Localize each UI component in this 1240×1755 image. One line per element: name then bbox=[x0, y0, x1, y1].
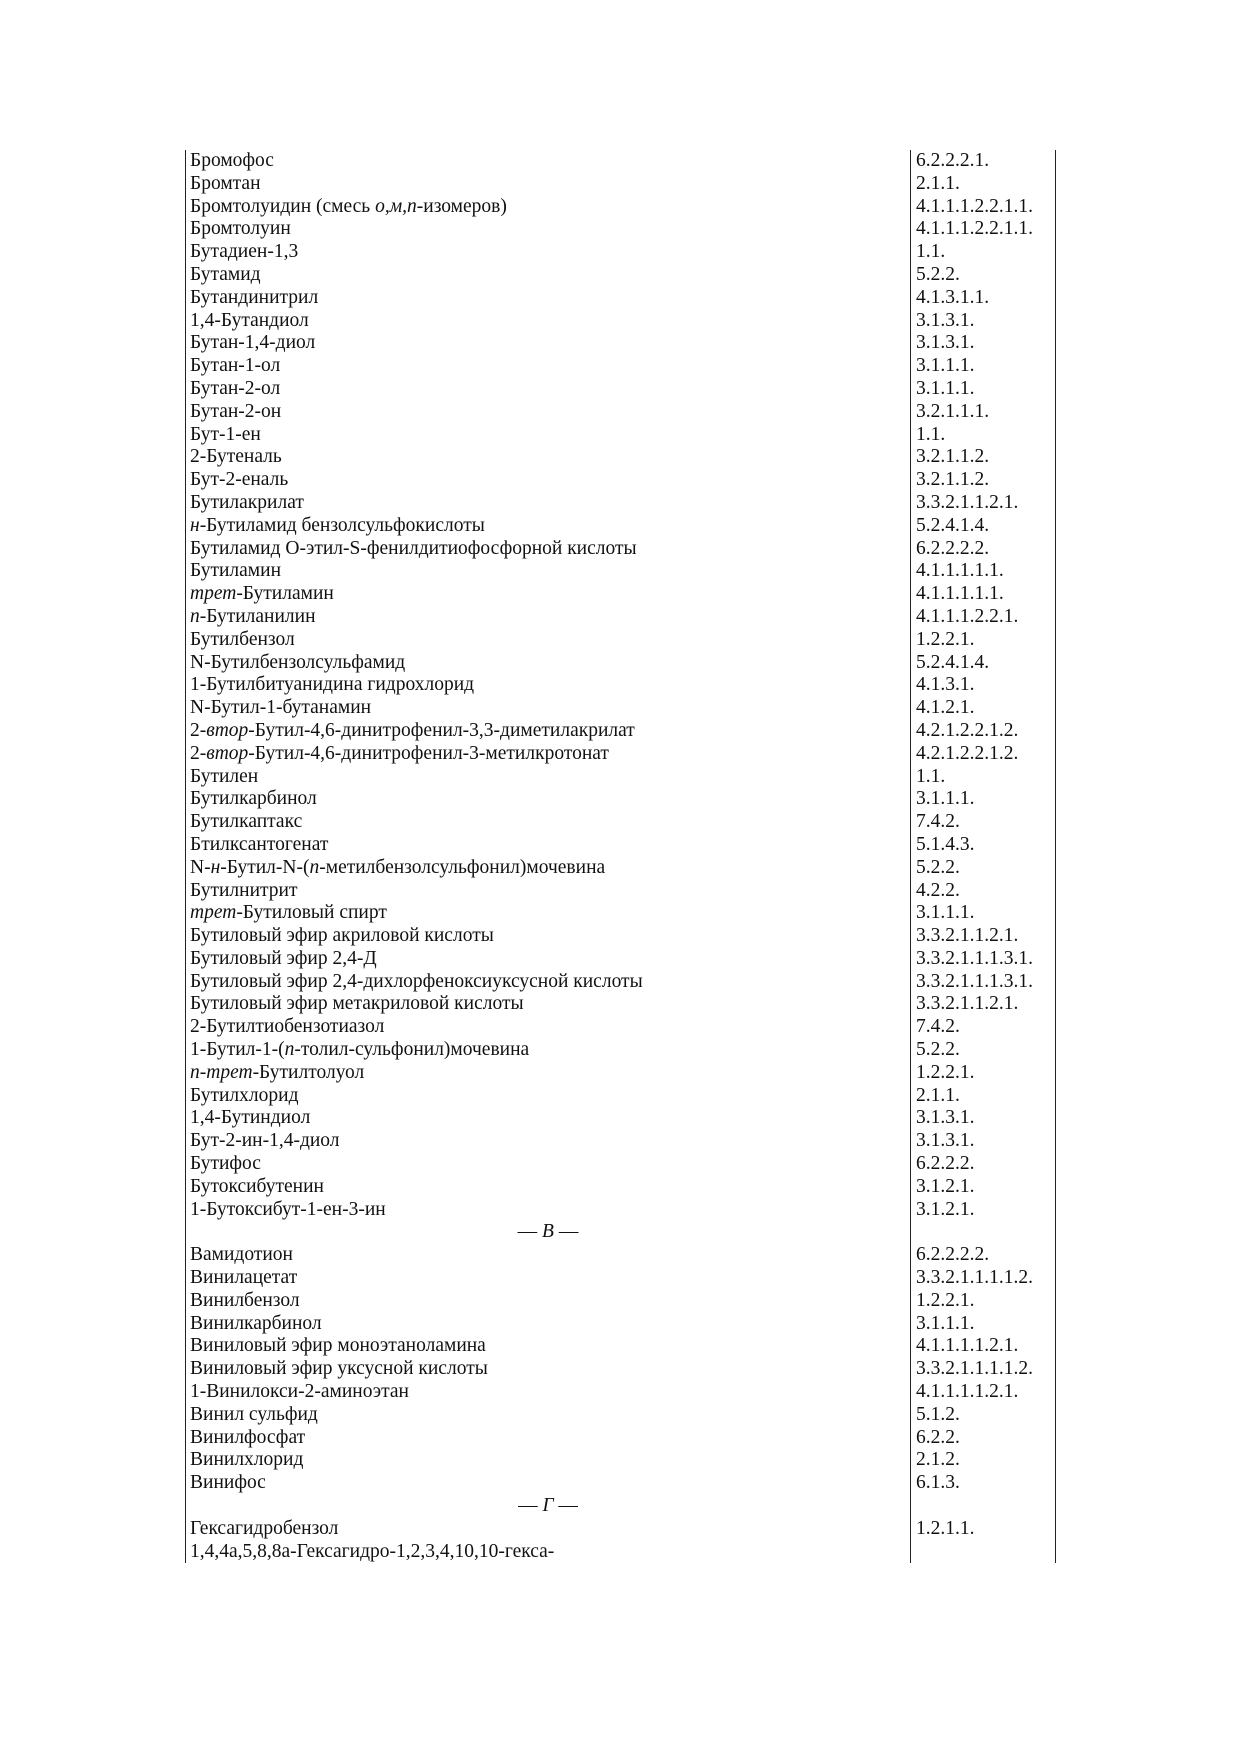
name-part-italic: п bbox=[284, 1039, 295, 1061]
classification-code: 3.3.2.1.1.1.1.2. bbox=[911, 1358, 1056, 1381]
name-part: -Бутил-4,6-динитрофенил-3,3-диметилакрилат bbox=[248, 719, 635, 741]
name-part: Вамидотион bbox=[190, 1244, 293, 1266]
classification-code: 3.3.2.1.1.2.1. bbox=[911, 925, 1056, 948]
classification-code: 5.2.2. bbox=[911, 857, 1056, 880]
classification-code: 4.1.1.1.2.2.1.1. bbox=[911, 218, 1056, 241]
name-part: 1-Бутилбитуанидина гидрохлорид bbox=[190, 674, 475, 696]
index-row bbox=[186, 241, 1056, 264]
index-row bbox=[186, 948, 1056, 971]
name-part: Бутадиен-1,3 bbox=[190, 241, 299, 263]
index-row bbox=[186, 902, 1056, 925]
substance-name bbox=[186, 1199, 911, 1222]
substance-name bbox=[186, 1313, 911, 1336]
classification-code: 6.1.3. bbox=[911, 1472, 1056, 1495]
substance-name bbox=[186, 1449, 911, 1472]
substance-name bbox=[186, 857, 911, 880]
substance-name bbox=[186, 173, 911, 196]
substance-name bbox=[186, 925, 911, 948]
name-part: Бромтолуидин (смесь bbox=[190, 195, 376, 217]
classification-code: 4.1.1.1.2.2.1. bbox=[911, 606, 1056, 629]
index-row bbox=[186, 606, 1056, 629]
substance-name bbox=[186, 880, 911, 903]
classification-code: 6.2.2.2.2. bbox=[911, 1244, 1056, 1267]
substance-name bbox=[186, 652, 911, 675]
name-part: Бромтан bbox=[190, 172, 261, 194]
name-part: Бромтолуин bbox=[190, 218, 291, 240]
name-part-italic: трет bbox=[190, 583, 237, 605]
index-row bbox=[186, 993, 1056, 1016]
substance-name bbox=[186, 1130, 911, 1153]
name-part: 2-Бутеналь bbox=[190, 446, 282, 468]
index-row bbox=[186, 218, 1056, 241]
substance-name bbox=[186, 1358, 911, 1381]
name-part: Винилбензол bbox=[190, 1289, 300, 1311]
classification-code: 4.1.2.1. bbox=[911, 697, 1056, 720]
name-part: Бутан-2-ол bbox=[190, 377, 281, 399]
classification-code: 7.4.2. bbox=[911, 811, 1056, 834]
name-part: 2-Бутилтиобензотиазол bbox=[190, 1016, 385, 1038]
classification-code: 3.1.3.1. bbox=[911, 310, 1056, 333]
index-row bbox=[186, 1039, 1056, 1062]
substance-name bbox=[186, 401, 911, 424]
index-row bbox=[186, 1427, 1056, 1450]
name-part: -толил-сульфонил)мочевина bbox=[294, 1039, 530, 1061]
name-part: Бут-2-еналь bbox=[190, 469, 289, 491]
classification-code: 3.3.2.1.1.2.1. bbox=[911, 492, 1056, 515]
name-part: Бутилкаптакс bbox=[190, 811, 303, 833]
name-part: Бутифос bbox=[190, 1153, 261, 1175]
index-row bbox=[186, 1130, 1056, 1153]
classification-code: 3.1.2.1. bbox=[911, 1176, 1056, 1199]
name-part: Винилфосфат bbox=[190, 1426, 306, 1448]
classification-code: 3.3.2.1.1.1.3.1. bbox=[911, 971, 1056, 994]
index-row bbox=[186, 1244, 1056, 1267]
index-row bbox=[186, 378, 1056, 401]
substance-name bbox=[186, 743, 911, 766]
name-part: Бутан-2-он bbox=[190, 400, 282, 422]
name-part: -Бутил-N-( bbox=[220, 856, 310, 878]
classification-code: 4.1.1.1.1.1. bbox=[911, 583, 1056, 606]
classification-code: 3.3.2.1.1.1.1.2. bbox=[911, 1267, 1056, 1290]
index-row bbox=[186, 150, 1056, 173]
classification-code: 1.2.2.1. bbox=[911, 629, 1056, 652]
substance-name bbox=[186, 902, 911, 925]
classification-code: 5.2.2. bbox=[911, 1039, 1056, 1062]
classification-code: 4.2.2. bbox=[911, 880, 1056, 903]
index-row bbox=[186, 446, 1056, 469]
index-row bbox=[186, 629, 1056, 652]
index-row bbox=[186, 1290, 1056, 1313]
name-part: Винил сульфид bbox=[190, 1403, 318, 1425]
section-heading-row bbox=[186, 1221, 1056, 1244]
classification-code: 7.4.2. bbox=[911, 1016, 1056, 1039]
classification-code: 3.1.1.1. bbox=[911, 355, 1056, 378]
index-row bbox=[186, 1518, 1056, 1541]
name-part: -Бутиламин bbox=[236, 583, 334, 605]
substance-name bbox=[186, 606, 911, 629]
section-heading-row bbox=[186, 1495, 1056, 1518]
substance-name bbox=[186, 834, 911, 857]
name-part-italic: п-трет bbox=[190, 1061, 253, 1083]
classification-code: 3.2.1.1.1. bbox=[911, 401, 1056, 424]
substance-name bbox=[186, 993, 911, 1016]
substance-name bbox=[186, 492, 911, 515]
classification-code: 1.1. bbox=[911, 766, 1056, 789]
name-part-italic: н bbox=[190, 514, 200, 536]
classification-code: 4.1.1.1.1.2.1. bbox=[911, 1381, 1056, 1404]
name-part: Бутилхлорид bbox=[190, 1084, 299, 1106]
index-row bbox=[186, 469, 1056, 492]
substance-name bbox=[186, 629, 911, 652]
name-part: Винифос bbox=[190, 1472, 266, 1494]
classification-code: 6.2.2.2.1. bbox=[911, 150, 1056, 173]
name-part: Бутилбензол bbox=[190, 628, 295, 650]
substance-name bbox=[186, 1244, 911, 1267]
substance-name bbox=[186, 1107, 911, 1130]
name-part: Виниловый эфир моноэтаноламина bbox=[190, 1335, 486, 1357]
index-body bbox=[186, 150, 1056, 1563]
index-row bbox=[186, 424, 1056, 447]
name-part-italic: п bbox=[190, 605, 200, 627]
substance-name bbox=[186, 515, 911, 538]
classification-code: 6.2.2.2.2. bbox=[911, 538, 1056, 561]
substance-name bbox=[186, 446, 911, 469]
substance-name bbox=[186, 697, 911, 720]
substance-name bbox=[186, 1541, 911, 1564]
index-row bbox=[186, 697, 1056, 720]
classification-code: 4.1.1.1.1.1. bbox=[911, 560, 1056, 583]
name-part-italic: н bbox=[210, 856, 221, 878]
index-row bbox=[186, 1449, 1056, 1472]
index-row bbox=[186, 925, 1056, 948]
index-row bbox=[186, 1358, 1056, 1381]
name-part: Бутилкарбинол bbox=[190, 788, 317, 810]
classification-code: 3.1.1.1. bbox=[911, 378, 1056, 401]
classification-code: 1.2.2.1. bbox=[911, 1290, 1056, 1313]
name-part: Винилхлорид bbox=[190, 1449, 304, 1471]
name-part: Бутандинитрил bbox=[190, 286, 319, 308]
name-part: 1-Бутоксибут-1-ен-3-ин bbox=[190, 1198, 386, 1220]
name-part: Бутилакрилат bbox=[190, 491, 304, 513]
classification-code: 4.2.1.2.2.1.2. bbox=[911, 720, 1056, 743]
index-row bbox=[186, 332, 1056, 355]
name-part: Бутиламид О-этил-S-фенилдитиофосфорной кислоты bbox=[190, 537, 637, 559]
classification-code: 4.1.3.1. bbox=[911, 674, 1056, 697]
index-row bbox=[186, 811, 1056, 834]
chemical-index-table bbox=[185, 150, 1056, 1563]
classification-code: 3.1.3.1. bbox=[911, 1130, 1056, 1153]
name-part: 1,4,4а,5,8,8а-Гексагидро-1,2,3,4,10,10-гекса- bbox=[190, 1540, 555, 1562]
name-part: N-Бутил-1-бутанамин bbox=[190, 697, 372, 719]
substance-name bbox=[186, 538, 911, 561]
substance-name bbox=[186, 1472, 911, 1495]
name-part: -Бутил-4,6-динитрофенил-3-метилкротонат bbox=[248, 742, 609, 764]
index-row bbox=[186, 720, 1056, 743]
substance-name bbox=[186, 583, 911, 606]
name-part: 1-Винилокси-2-аминоэтан bbox=[190, 1381, 409, 1403]
name-part: Винилкарбинол bbox=[190, 1312, 322, 1334]
classification-code: 5.2.2. bbox=[911, 264, 1056, 287]
index-row bbox=[186, 196, 1056, 219]
name-part: 2- bbox=[190, 719, 207, 741]
name-part: -метилбензолсульфонил)мочевина bbox=[319, 856, 606, 878]
classification-code: 5.1.2. bbox=[911, 1404, 1056, 1427]
classification-code: 3.3.2.1.1.2.1. bbox=[911, 993, 1056, 1016]
section-heading-code-cell bbox=[911, 1495, 1056, 1518]
name-part-italic: трет bbox=[190, 902, 237, 924]
name-part: Бутан-1,4-диол bbox=[190, 332, 316, 354]
name-part: Бутиловый эфир 2,4-дихлорфеноксиуксусной кислоты bbox=[190, 970, 643, 992]
substance-name bbox=[186, 1039, 911, 1062]
name-part-italic: о,м,п bbox=[375, 195, 417, 217]
index-row bbox=[186, 583, 1056, 606]
index-row bbox=[186, 1016, 1056, 1039]
classification-code: 3.1.1.1. bbox=[911, 1313, 1056, 1336]
substance-name bbox=[186, 241, 911, 264]
name-part: -Бутилтолуол bbox=[252, 1061, 365, 1083]
name-part: Бтилксантогенат bbox=[190, 833, 329, 855]
substance-name bbox=[186, 788, 911, 811]
name-part: Бутиловый эфир 2,4-Д bbox=[190, 947, 377, 969]
section-letter: Г bbox=[542, 1495, 554, 1517]
substance-name bbox=[186, 674, 911, 697]
substance-name bbox=[186, 971, 911, 994]
classification-code: 4.1.1.1.1.2.1. bbox=[911, 1335, 1056, 1358]
section-letter: В bbox=[542, 1221, 554, 1243]
index-row bbox=[186, 355, 1056, 378]
index-row bbox=[186, 652, 1056, 675]
index-row bbox=[186, 515, 1056, 538]
index-row bbox=[186, 1472, 1056, 1495]
index-row bbox=[186, 264, 1056, 287]
index-row bbox=[186, 674, 1056, 697]
classification-code: 3.2.1.1.2. bbox=[911, 469, 1056, 492]
index-row bbox=[186, 1313, 1056, 1336]
substance-name bbox=[186, 469, 911, 492]
name-part: 1-Бутил-1-( bbox=[190, 1039, 285, 1061]
substance-name bbox=[186, 1335, 911, 1358]
section-heading: — Г — bbox=[186, 1495, 911, 1518]
index-row bbox=[186, 1107, 1056, 1130]
substance-name bbox=[186, 766, 911, 789]
substance-name bbox=[186, 287, 911, 310]
classification-code: 1.2.1.1. bbox=[911, 1518, 1056, 1541]
index-row bbox=[186, 1176, 1056, 1199]
classification-code: 3.2.1.1.2. bbox=[911, 446, 1056, 469]
classification-code: 5.2.4.1.4. bbox=[911, 515, 1056, 538]
index-row bbox=[186, 1199, 1056, 1222]
index-row bbox=[186, 1153, 1056, 1176]
substance-name bbox=[186, 720, 911, 743]
substance-name bbox=[186, 378, 911, 401]
index-row bbox=[186, 492, 1056, 515]
substance-name bbox=[186, 1153, 911, 1176]
substance-name bbox=[186, 1518, 911, 1541]
classification-code: 6.2.2. bbox=[911, 1427, 1056, 1450]
index-row bbox=[186, 1335, 1056, 1358]
substance-name bbox=[186, 948, 911, 971]
classification-code: 3.3.2.1.1.1.3.1. bbox=[911, 948, 1056, 971]
index-row bbox=[186, 560, 1056, 583]
name-part: Винилацетат bbox=[190, 1267, 298, 1289]
substance-name bbox=[186, 1381, 911, 1404]
index-row bbox=[186, 1404, 1056, 1427]
index-row bbox=[186, 538, 1056, 561]
substance-name bbox=[186, 811, 911, 834]
name-part: Бутоксибутенин bbox=[190, 1175, 324, 1197]
substance-name bbox=[186, 1267, 911, 1290]
name-part: Бромофос bbox=[190, 150, 274, 171]
name-part: Виниловый эфир уксусной кислоты bbox=[190, 1358, 488, 1380]
index-row bbox=[186, 401, 1056, 424]
index-row bbox=[186, 1085, 1056, 1108]
substance-name bbox=[186, 1404, 911, 1427]
name-part: Бутилен bbox=[190, 765, 259, 787]
name-part: -Бутиламид бензолсульфокислоты bbox=[199, 514, 485, 536]
classification-code: 3.1.1.1. bbox=[911, 902, 1056, 925]
name-part: Бут-1-ен bbox=[190, 423, 261, 445]
name-part: N- bbox=[190, 856, 211, 878]
name-part: Бут-2-ин-1,4-диол bbox=[190, 1130, 340, 1152]
index-row bbox=[186, 857, 1056, 880]
classification-code: 4.2.1.2.2.1.2. bbox=[911, 743, 1056, 766]
substance-name bbox=[186, 1290, 911, 1313]
classification-code: 3.1.3.1. bbox=[911, 332, 1056, 355]
classification-code: 4.1.3.1.1. bbox=[911, 287, 1056, 310]
substance-name bbox=[186, 332, 911, 355]
name-part: Бутан-1-ол bbox=[190, 355, 281, 377]
substance-name bbox=[186, 355, 911, 378]
name-part: Бутилнитрит bbox=[190, 879, 298, 901]
index-row bbox=[186, 287, 1056, 310]
index-row bbox=[186, 1381, 1056, 1404]
index-row bbox=[186, 173, 1056, 196]
classification-code: 3.1.2.1. bbox=[911, 1199, 1056, 1222]
classification-code: 2.1.1. bbox=[911, 1085, 1056, 1108]
index-row bbox=[186, 1267, 1056, 1290]
section-heading-code-cell bbox=[911, 1221, 1056, 1244]
index-row bbox=[186, 971, 1056, 994]
name-part: -Бутиловый спирт bbox=[236, 902, 387, 924]
name-part: -изомеров) bbox=[416, 195, 507, 217]
name-part-italic: втор bbox=[206, 719, 249, 741]
section-heading: — В — bbox=[186, 1221, 911, 1244]
classification-code: 6.2.2.2. bbox=[911, 1153, 1056, 1176]
classification-code: 2.1.1. bbox=[911, 173, 1056, 196]
classification-code: 4.1.1.1.2.2.1.1. bbox=[911, 196, 1056, 219]
classification-code: 5.1.4.3. bbox=[911, 834, 1056, 857]
classification-code: 3.1.1.1. bbox=[911, 788, 1056, 811]
name-part-italic: втор bbox=[206, 742, 249, 764]
name-part: N-Бутилбензолсульфамид bbox=[190, 651, 406, 673]
name-part: -Бутиланилин bbox=[199, 605, 316, 627]
index-row bbox=[186, 788, 1056, 811]
substance-name bbox=[186, 424, 911, 447]
name-part: Гексагидробензол bbox=[190, 1517, 339, 1539]
index-row bbox=[186, 834, 1056, 857]
substance-name bbox=[186, 1427, 911, 1450]
substance-name bbox=[186, 1062, 911, 1085]
index-row bbox=[186, 766, 1056, 789]
name-part: 1,4-Бутиндиол bbox=[190, 1107, 311, 1129]
substance-name bbox=[186, 196, 911, 219]
name-part: Бутиловый эфир акриловой кислоты bbox=[190, 925, 494, 947]
index-row bbox=[186, 743, 1056, 766]
index-row bbox=[186, 880, 1056, 903]
classification-code bbox=[911, 1541, 1056, 1564]
substance-name bbox=[186, 310, 911, 333]
substance-name bbox=[186, 1016, 911, 1039]
index-row bbox=[186, 1541, 1056, 1564]
name-part: Бутиламин bbox=[190, 560, 282, 582]
substance-name bbox=[186, 218, 911, 241]
name-part: 1,4-Бутандиол bbox=[190, 309, 309, 331]
name-part-italic: п bbox=[309, 856, 320, 878]
name-part: Бутиловый эфир метакриловой кислоты bbox=[190, 993, 524, 1015]
substance-name bbox=[186, 560, 911, 583]
classification-code: 1.1. bbox=[911, 241, 1056, 264]
substance-name bbox=[186, 1176, 911, 1199]
classification-code: 3.1.3.1. bbox=[911, 1107, 1056, 1130]
index-row bbox=[186, 310, 1056, 333]
name-part: Бутамид bbox=[190, 263, 261, 285]
substance-name bbox=[186, 264, 911, 287]
substance-name bbox=[186, 150, 911, 173]
substance-name bbox=[186, 1085, 911, 1108]
classification-code: 5.2.4.1.4. bbox=[911, 652, 1056, 675]
index-row bbox=[186, 1062, 1056, 1085]
classification-code: 1.2.2.1. bbox=[911, 1062, 1056, 1085]
classification-code: 2.1.2. bbox=[911, 1449, 1056, 1472]
name-part: 2- bbox=[190, 742, 207, 764]
classification-code: 1.1. bbox=[911, 424, 1056, 447]
